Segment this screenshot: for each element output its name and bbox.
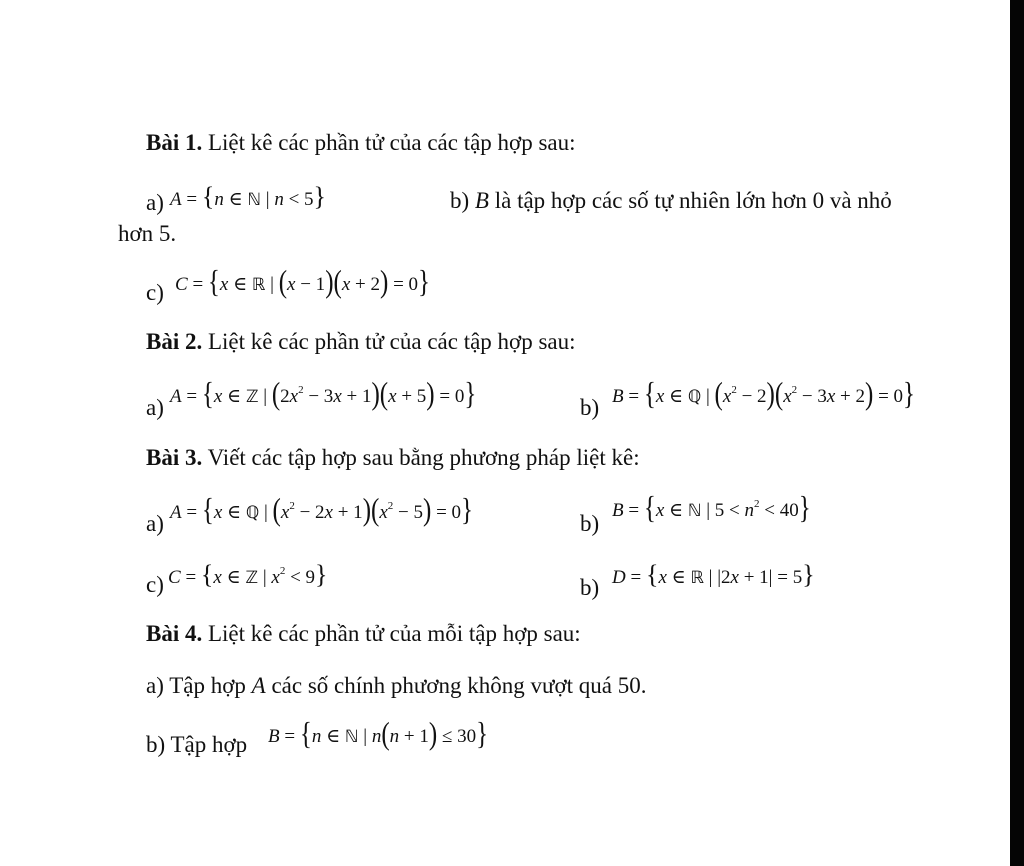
bai3-d-formula: D = {x ∈ ℝ | |2x + 1| = 5} (612, 560, 815, 589)
bai1-heading (146, 131, 576, 154)
bai2-b-formula: B = {x ∈ ℚ | $(x^2 - 2)(x^2 - 3x + 2) = 0$} (612, 377, 916, 412)
bai4-a-label: a) Tập hợp (146, 673, 252, 698)
bai4-a-var: A (251, 673, 266, 698)
bai2-a-formula: A = {x ∈ ℤ | $(2x^2 - 3x + 1)(x + 5) = 0$} (170, 377, 477, 412)
bai3-instruction: Viết các tập hợp sau bằng phương pháp liệt kê: (202, 445, 640, 470)
bai3-b-label: b) (580, 511, 600, 536)
bai3-b-formula: B = {x ∈ ℕ | $5 < n^2 < 40$} (612, 491, 811, 526)
bai4-b-label: b) Tập hợp (146, 732, 248, 757)
bai4-a-text (146, 674, 646, 697)
bai1-title: Bài 1. (146, 130, 203, 155)
bai4-a-desc: các số chính phương không vượt quá 50. (265, 673, 647, 698)
bai3-title: Bài 3. (146, 445, 203, 470)
bai1-a-formula: A = {n ∈ ℕ | n < 5} (170, 182, 327, 211)
bai1-instruction: Liệt kê các phần tử của các tập hợp sau: (202, 130, 576, 155)
bai3-a-formula: A = {x ∈ ℚ | $(x^2 - 2x + 1)(x^2 - 5) = 0$} (170, 493, 474, 528)
bai3-d-label: b) (580, 575, 600, 600)
bai1-b-text (450, 189, 892, 212)
bai3-a-label: a) (146, 511, 164, 536)
bai3-heading (146, 446, 640, 469)
bai2-a-label: a) (146, 395, 164, 420)
bai2-b-label: b) (580, 395, 600, 420)
bai1-b-text-cont: hơn 5. (118, 221, 177, 246)
bai1-b-desc: là tập hợp các số tự nhiên lớn hơn 0 và nhỏ (488, 188, 892, 213)
bai1-c-formula: C = {x ∈ ℝ | (x − 1)(x + 2) = 0} (175, 265, 431, 300)
bai1-a-label: a) (146, 190, 164, 215)
bai4-instruction: Liệt kê các phần tử của mỗi tập hợp sau: (202, 621, 581, 646)
page-edge-border (1010, 0, 1024, 866)
bai1-b-label: b) (450, 188, 475, 213)
bai2-instruction: Liệt kê các phần tử của các tập hợp sau: (202, 329, 576, 354)
bai4-b-formula: B = {n ∈ ℕ | n(n + 1) ≤ 30} (268, 717, 489, 752)
bai4-heading (146, 622, 581, 645)
bai2-heading (146, 330, 576, 353)
bai2-title: Bài 2. (146, 329, 203, 354)
bai1-c-label: c) (146, 280, 164, 305)
bai3-c-formula: C = {x ∈ ℤ | $x^2 < 9$} (168, 560, 328, 589)
bai3-c-label: c) (146, 572, 164, 597)
bai4-title: Bài 4. (146, 621, 203, 646)
bai1-b-var: B (474, 188, 489, 213)
